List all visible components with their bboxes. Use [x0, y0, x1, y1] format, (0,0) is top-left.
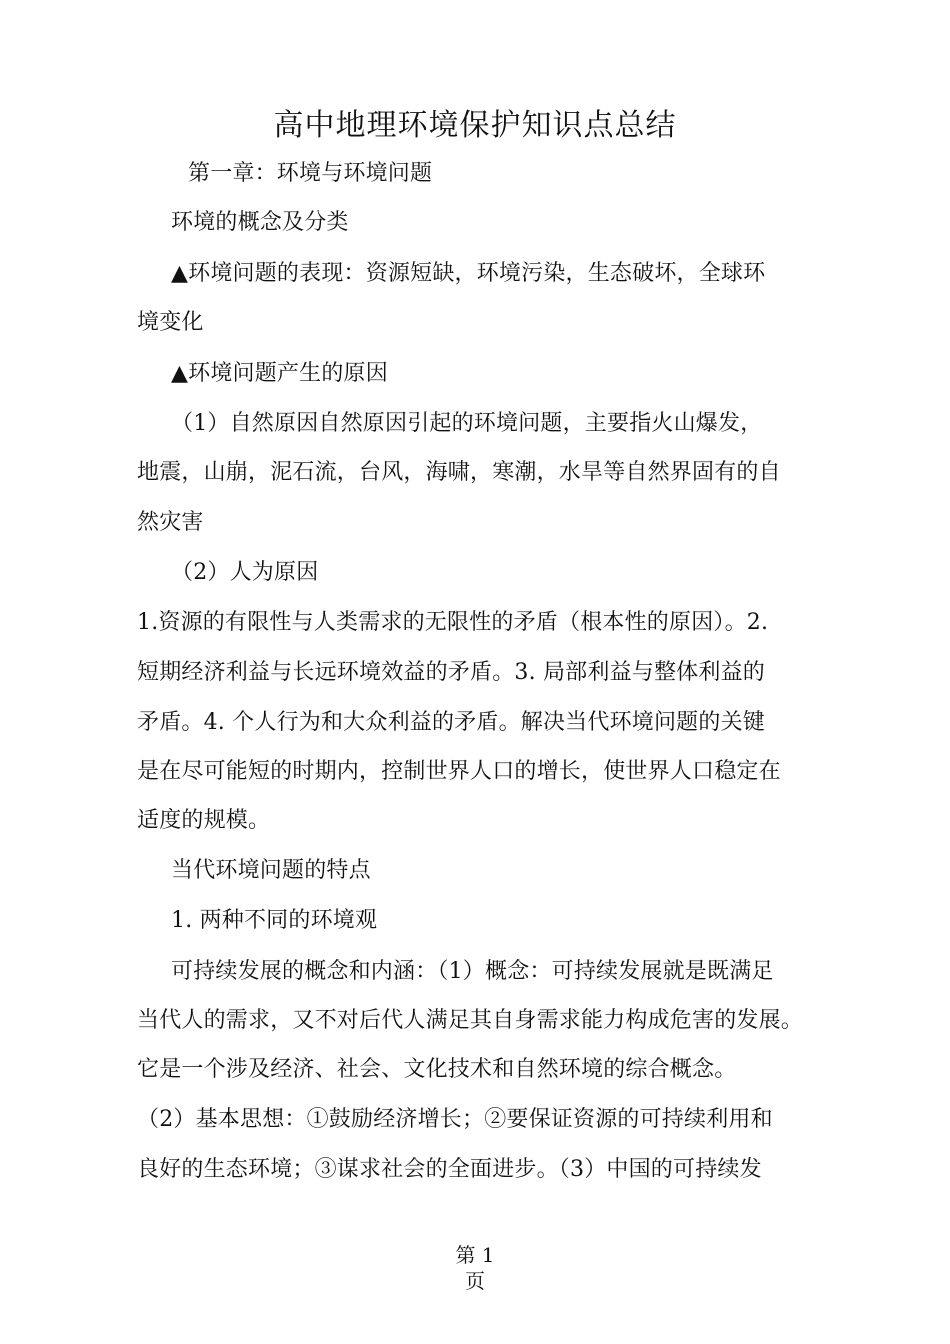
paragraph-line: （1）自然原因自然原因引起的环境问题，主要指火山爆发， [171, 411, 763, 436]
paragraph-line: 是在尽可能短的时期内，控制世界人口的增长，使世界人口稳定在 [137, 759, 781, 784]
paragraph-line: 然灾害 [137, 510, 204, 535]
page-number-suffix: 页 [465, 1269, 485, 1293]
paragraph-line: 它是一个涉及经济、社会、文化技术和自然环境的综合概念。 [137, 1057, 737, 1082]
paragraph-line: 1. 两种不同的环境观 [171, 908, 378, 933]
paragraph-line: （2）基本思想：①鼓励经济增长；②要保证资源的可持续利用和 [137, 1107, 773, 1132]
paragraph-line: 可持续发展的概念和内涵：（1）概念：可持续发展就是既满足 [171, 959, 774, 984]
section-heading: 当代环境问题的特点 [171, 858, 371, 883]
paragraph-line: ▲环境问题的表现：资源短缺，环境污染，生态破坏，全球环 [171, 261, 766, 286]
paragraph-line: 境变化 [137, 310, 204, 335]
document-title: 高中地理环境保护知识点总结 [273, 108, 677, 143]
section-heading: 环境的概念及分类 [171, 210, 349, 235]
paragraph-line: 适度的规模。 [137, 808, 271, 833]
paragraph-line: 地震，山崩，泥石流，台风，海啸，寒潮，水旱等自然界固有的自 [137, 460, 781, 485]
paragraph-line: 矛盾。4. 个人行为和大众利益的矛盾。解决当代环境问题的关键 [137, 710, 765, 735]
chapter-heading: 第一章：环境与环境问题 [188, 161, 433, 186]
paragraph-line: ▲环境问题产生的原因 [171, 361, 388, 386]
paragraph-line: 良好的生态环境；③谋求社会的全面进步。（3）中国的可持续发 [137, 1157, 762, 1182]
paragraph-line: （2）人为原因 [171, 560, 319, 585]
paragraph-line: 短期经济利益与长远环境效益的矛盾。3. 局部利益与整体利益的 [137, 660, 765, 685]
paragraph-line: 1.资源的有限性与人类需求的无限性的矛盾（根本性的原因）。2. [137, 610, 769, 635]
paragraph-line: 当代人的需求，又不对后代人满足其自身需求能力构成危害的发展。 [137, 1008, 804, 1033]
page-number: 第 1 [455, 1243, 495, 1267]
